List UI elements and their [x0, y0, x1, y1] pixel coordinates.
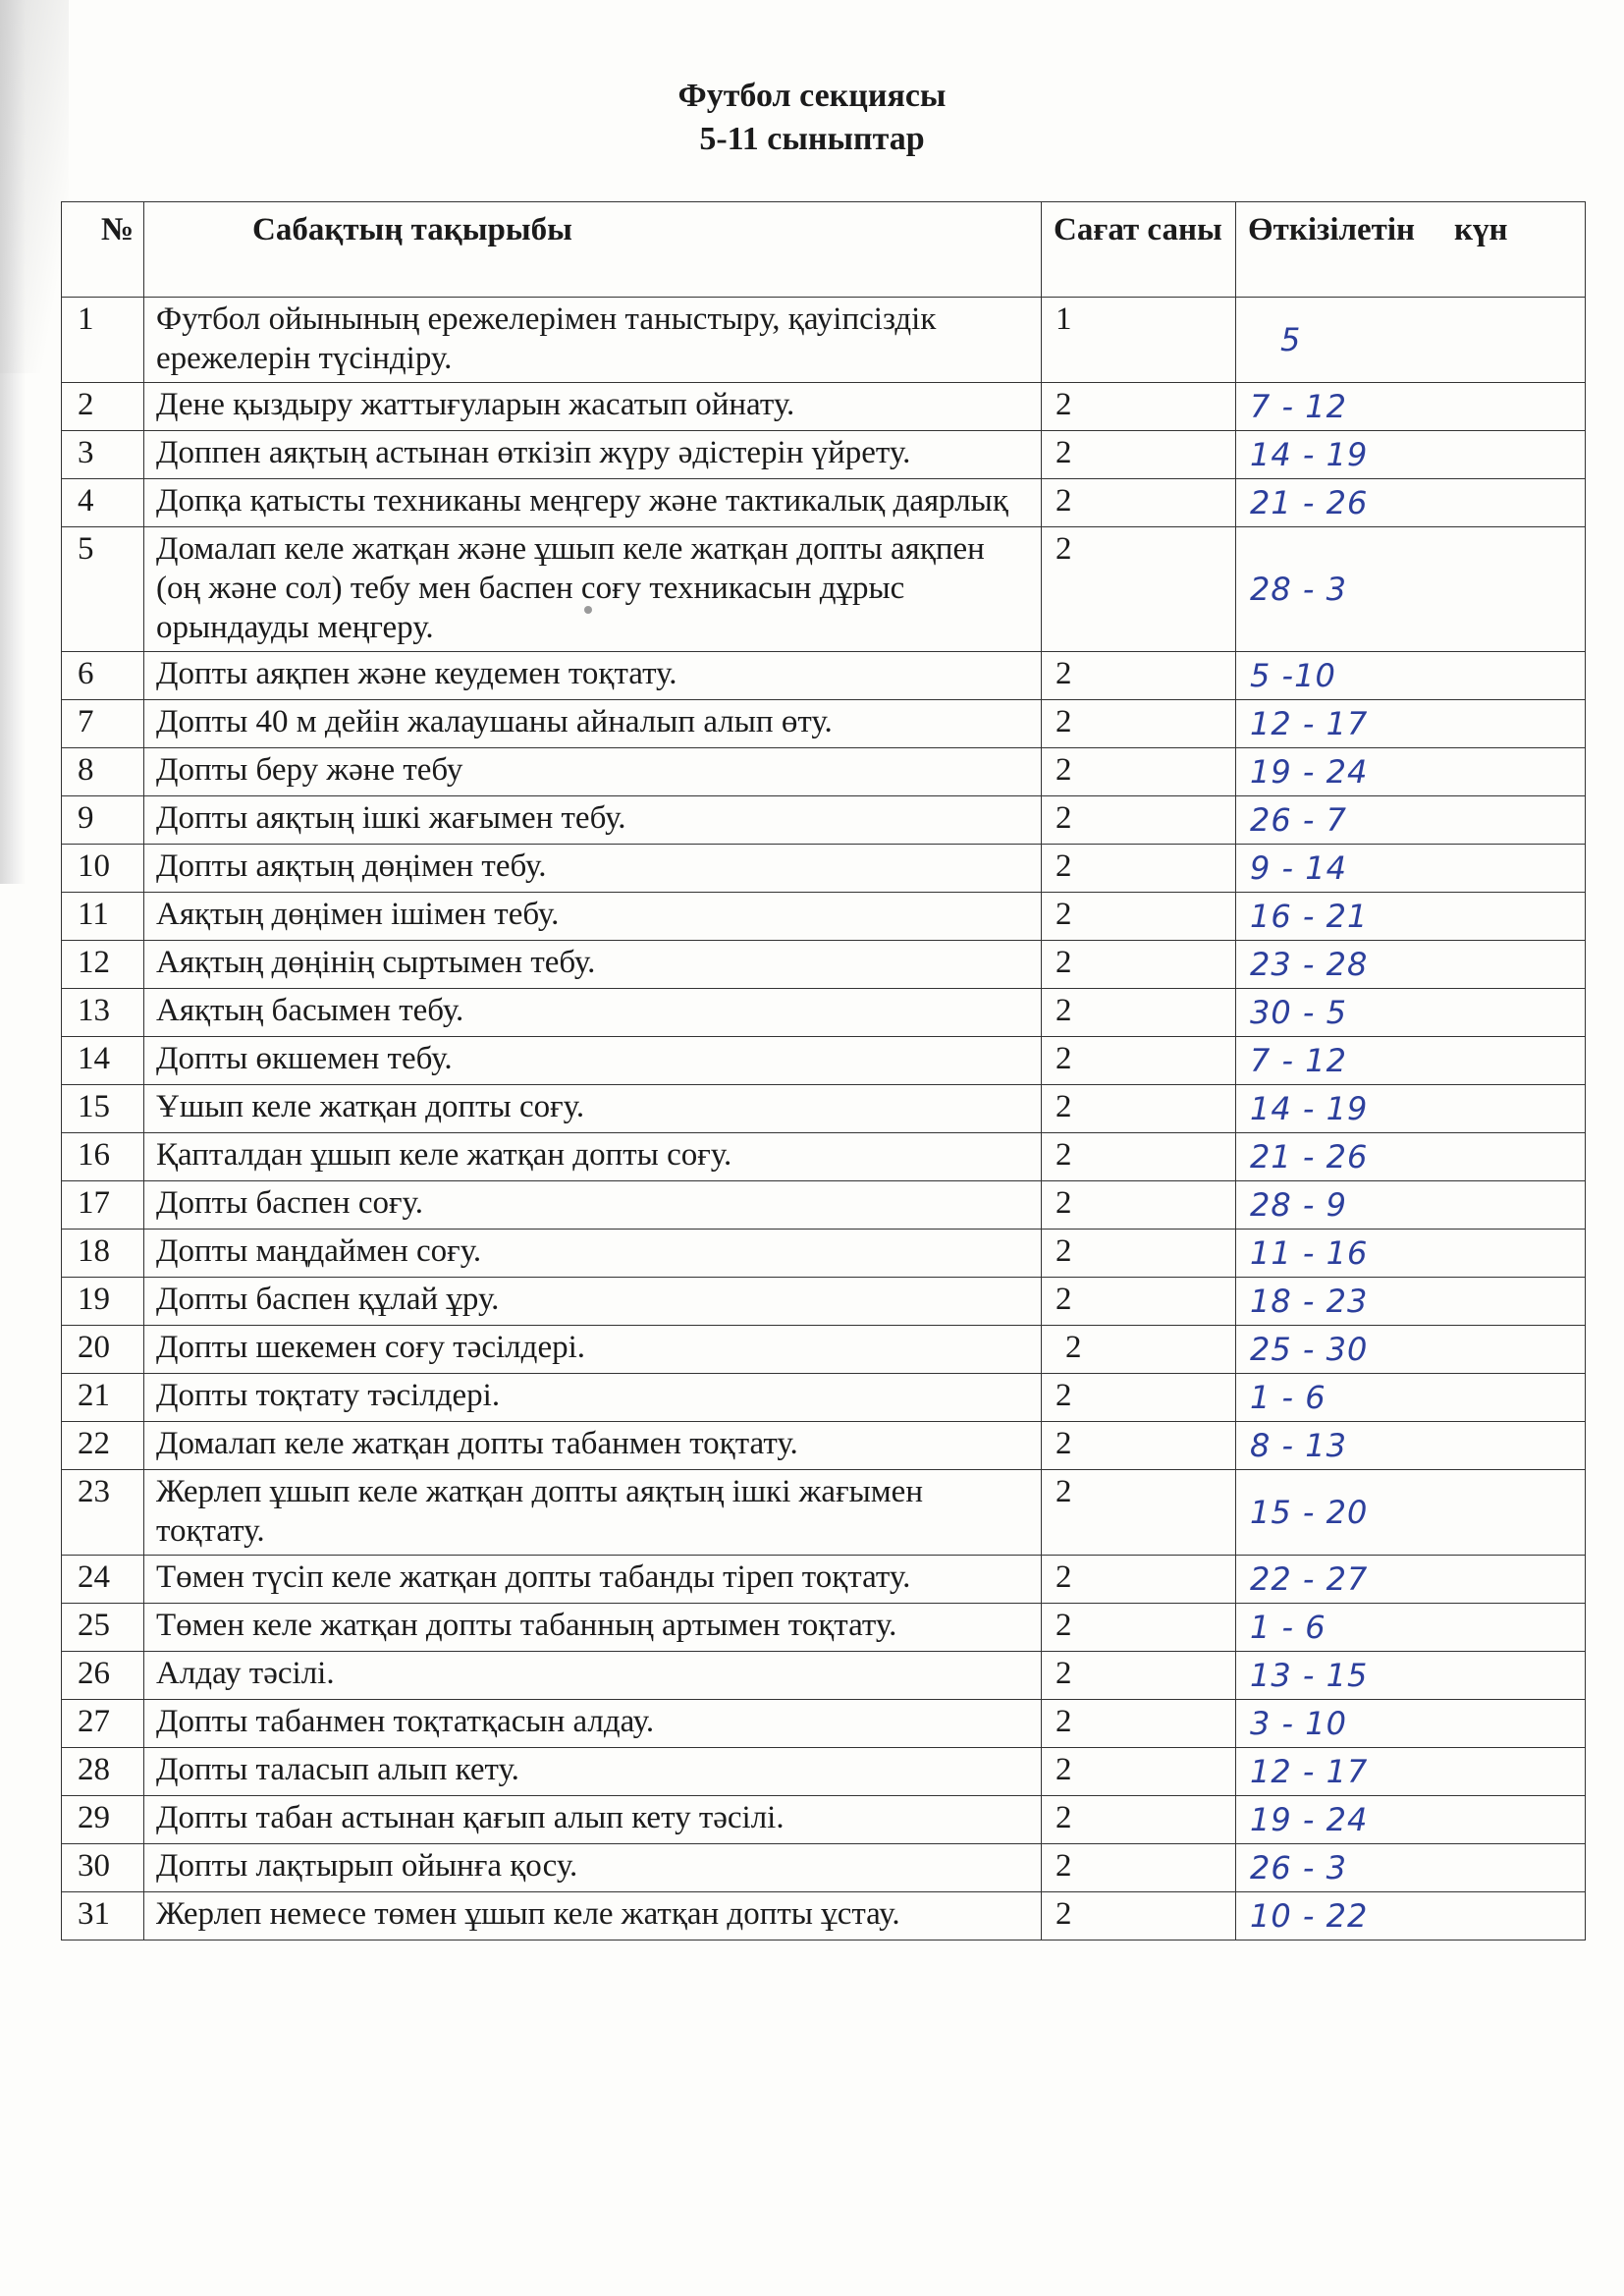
table-row	[62, 383, 1586, 431]
row-hours: 2	[1042, 1556, 1236, 1604]
row-date: 15 - 20	[1236, 1470, 1586, 1556]
row-topic: Допты табан астынан қағып алып кету тәсілі.	[144, 1796, 1042, 1844]
row-date: 23 - 28	[1236, 941, 1586, 989]
row-hours: 2	[1042, 1181, 1236, 1230]
row-hours: 2	[1042, 893, 1236, 941]
row-number: 27	[62, 1700, 144, 1748]
row-number: 12	[62, 941, 144, 989]
row-date: 13 - 15	[1236, 1652, 1586, 1700]
row-hours: 2	[1042, 748, 1236, 796]
row-date: 26 - 3	[1236, 1844, 1586, 1892]
row-number: 8	[62, 748, 144, 796]
row-topic: Допты маңдаймен соғу.	[144, 1230, 1042, 1278]
scan-shadow-corner	[0, 0, 69, 373]
row-date: 7 - 12	[1236, 1037, 1586, 1085]
table-row	[62, 845, 1586, 893]
row-topic: Аяқтың басымен тебу.	[144, 989, 1042, 1037]
row-topic: Қапталдан ұшып келе жатқан допты соғу.	[144, 1133, 1042, 1181]
row-date: 7 - 12	[1236, 383, 1586, 431]
row-date: 28 - 3	[1236, 527, 1586, 652]
table-row	[62, 1652, 1586, 1700]
row-number: 5	[62, 527, 144, 652]
row-topic: Допты 40 м дейін жалаушаны айналып алып өту.	[144, 700, 1042, 748]
row-topic: Төмен келе жатқан допты табанның артымен тоқтату.	[144, 1604, 1042, 1652]
row-hours: 2	[1042, 652, 1236, 700]
row-number: 2	[62, 383, 144, 431]
row-number: 7	[62, 700, 144, 748]
row-number: 10	[62, 845, 144, 893]
row-topic: Допты аяқпен және кеудемен тоқтату.	[144, 652, 1042, 700]
row-number: 18	[62, 1230, 144, 1278]
row-topic: Допты таласып алып кету.	[144, 1748, 1042, 1796]
row-number: 20	[62, 1326, 144, 1374]
table-row	[62, 1604, 1586, 1652]
schedule-table	[61, 201, 1586, 1941]
row-number: 21	[62, 1374, 144, 1422]
row-date: 12 - 17	[1236, 700, 1586, 748]
row-number: 3	[62, 431, 144, 479]
row-date: 19 - 24	[1236, 1796, 1586, 1844]
table-row	[62, 1037, 1586, 1085]
table-row	[62, 1326, 1586, 1374]
row-hours: 2	[1042, 1844, 1236, 1892]
row-date: 12 - 17	[1236, 1748, 1586, 1796]
document-subtitle: 5-11 сыныптар	[699, 121, 925, 157]
row-number: 11	[62, 893, 144, 941]
row-date: 9 - 14	[1236, 845, 1586, 893]
table-header-row	[62, 202, 1586, 298]
row-topic: Допты беру және тебу	[144, 748, 1042, 796]
row-hours: 2	[1042, 479, 1236, 527]
table-row	[62, 748, 1586, 796]
row-hours: 2	[1042, 700, 1236, 748]
row-topic: Допты табанмен тоқтатқасын алдау.	[144, 1700, 1042, 1748]
row-number: 26	[62, 1652, 144, 1700]
row-date: 11 - 16	[1236, 1230, 1586, 1278]
row-hours: 2	[1042, 1748, 1236, 1796]
row-number: 22	[62, 1422, 144, 1470]
row-date: 30 - 5	[1236, 989, 1586, 1037]
row-hours: 2	[1042, 527, 1236, 652]
row-topic: Жерлеп ұшып келе жатқан допты аяқтың ішкі жағымен тоқтату.	[144, 1470, 1042, 1556]
row-number: 4	[62, 479, 144, 527]
row-topic: Жерлеп немесе төмен ұшып келе жатқан допты ұстау.	[144, 1892, 1042, 1941]
row-date: 26 - 7	[1236, 796, 1586, 845]
row-number: 24	[62, 1556, 144, 1604]
row-topic: Допты баспен соғу.	[144, 1181, 1042, 1230]
row-date: 19 - 24	[1236, 748, 1586, 796]
row-topic: Допты баспен құлай ұру.	[144, 1278, 1042, 1326]
row-hours: 2	[1042, 1278, 1236, 1326]
row-topic: Дене қыздыру жаттығуларын жасатып ойнату.	[144, 383, 1042, 431]
row-date: 8 - 13	[1236, 1422, 1586, 1470]
row-date: 25 - 30	[1236, 1326, 1586, 1374]
row-number: 23	[62, 1470, 144, 1556]
row-date: 3 - 10	[1236, 1700, 1586, 1748]
table-row	[62, 1230, 1586, 1278]
row-date: 21 - 26	[1236, 1133, 1586, 1181]
table-row	[62, 1133, 1586, 1181]
row-number: 31	[62, 1892, 144, 1941]
row-number: 28	[62, 1748, 144, 1796]
row-date: 1 - 6	[1236, 1604, 1586, 1652]
row-number: 14	[62, 1037, 144, 1085]
header-date-word1: Өткізілетін	[1248, 212, 1416, 247]
table-row	[62, 1700, 1586, 1748]
row-hours: 2	[1042, 1604, 1236, 1652]
table-row	[62, 1422, 1586, 1470]
table-row	[62, 431, 1586, 479]
row-date: 18 - 23	[1236, 1278, 1586, 1326]
table-row	[62, 652, 1586, 700]
row-hours: 2	[1042, 1796, 1236, 1844]
row-number: 30	[62, 1844, 144, 1892]
row-number: 15	[62, 1085, 144, 1133]
row-date: 14 - 19	[1236, 431, 1586, 479]
header-topic: Сабақтың тақырыбы	[144, 202, 1042, 298]
row-hours: 2	[1042, 431, 1236, 479]
row-number: 29	[62, 1796, 144, 1844]
table-row	[62, 1085, 1586, 1133]
header-number: №	[62, 202, 144, 298]
row-date: 16 - 21	[1236, 893, 1586, 941]
table-row	[62, 1796, 1586, 1844]
row-topic: Доппен аяқтың астынан өткізіп жүру әдістерін үйрету.	[144, 431, 1042, 479]
table-row	[62, 527, 1586, 652]
row-hours: 2	[1042, 845, 1236, 893]
header-date	[1236, 202, 1586, 298]
row-number: 13	[62, 989, 144, 1037]
row-hours: 2	[1042, 989, 1236, 1037]
table-row	[62, 479, 1586, 527]
row-topic: Аяқтың дөңінің сыртымен тебу.	[144, 941, 1042, 989]
table-row	[62, 298, 1586, 383]
row-date: 14 - 19	[1236, 1085, 1586, 1133]
row-topic: Допты шекемен соғу тәсілдері.	[144, 1326, 1042, 1374]
row-date: 1 - 6	[1236, 1374, 1586, 1422]
row-hours: 2	[1042, 1892, 1236, 1941]
row-hours: 2	[1042, 1374, 1236, 1422]
row-hours: 2	[1042, 1085, 1236, 1133]
document-title: Футбол секциясы	[677, 78, 947, 114]
table-body	[62, 298, 1586, 1941]
row-hours: 2	[1042, 1230, 1236, 1278]
row-number: 16	[62, 1133, 144, 1181]
row-date: 5 -10	[1236, 652, 1586, 700]
row-topic: Ұшып келе жатқан допты соғу.	[144, 1085, 1042, 1133]
table-row	[62, 893, 1586, 941]
row-hours: 2	[1042, 1133, 1236, 1181]
row-topic: Допты лақтырып ойынға қосу.	[144, 1844, 1042, 1892]
header-hours: Сағат саны	[1042, 202, 1236, 298]
row-date: 28 - 9	[1236, 1181, 1586, 1230]
row-topic: Домалап келе жатқан және ұшып келе жатқан допты аяқпен (оң және сол) тебу мен баспен соғу техникасын дұрыс орындауды меңгеру.	[144, 527, 1042, 652]
row-topic: Допты аяқтың ішкі жағымен тебу.	[144, 796, 1042, 845]
table-row	[62, 1748, 1586, 1796]
row-hours: 1	[1042, 298, 1236, 383]
row-topic: Допты өкшемен тебу.	[144, 1037, 1042, 1085]
row-date: 22 - 27	[1236, 1556, 1586, 1604]
row-number: 1	[62, 298, 144, 383]
table-row	[62, 796, 1586, 845]
row-topic: Допқа қатысты техниканы меңгеру және тактикалық даярлық	[144, 479, 1042, 527]
table-row	[62, 1892, 1586, 1941]
row-number: 19	[62, 1278, 144, 1326]
header-date-word2: күн	[1454, 212, 1508, 247]
row-number: 25	[62, 1604, 144, 1652]
row-hours: 2	[1042, 1422, 1236, 1470]
row-date: 21 - 26	[1236, 479, 1586, 527]
row-topic: Аяқтың дөңімен ішімен тебу.	[144, 893, 1042, 941]
row-hours: 2	[1042, 383, 1236, 431]
row-topic: Алдау тәсілі.	[144, 1652, 1042, 1700]
row-hours: 2	[1042, 1652, 1236, 1700]
row-number: 9	[62, 796, 144, 845]
row-topic: Допты тоқтату тәсілдері.	[144, 1374, 1042, 1422]
row-topic: Домалап келе жатқан допты табанмен тоқтату.	[144, 1422, 1042, 1470]
table-row	[62, 1556, 1586, 1604]
table-row	[62, 941, 1586, 989]
row-hours: 2	[1042, 1037, 1236, 1085]
row-number: 17	[62, 1181, 144, 1230]
row-date: 5	[1236, 298, 1586, 383]
row-hours: 2	[1042, 1470, 1236, 1556]
row-topic: Допты аяқтың дөңімен тебу.	[144, 845, 1042, 893]
row-topic: Төмен түсіп келе жатқан допты табанды тіреп тоқтату.	[144, 1556, 1042, 1604]
row-number: 6	[62, 652, 144, 700]
row-hours: 2	[1042, 941, 1236, 989]
row-hours: 2	[1042, 1326, 1236, 1374]
table-row	[62, 1470, 1586, 1556]
table-row	[62, 700, 1586, 748]
row-topic: Футбол ойынының ережелерімен таныстыру, қауіпсіздік ережелерін түсіндіру.	[144, 298, 1042, 383]
table-row	[62, 1181, 1586, 1230]
row-hours: 2	[1042, 796, 1236, 845]
row-hours: 2	[1042, 1700, 1236, 1748]
table-row	[62, 1278, 1586, 1326]
table-row	[62, 989, 1586, 1037]
table-row	[62, 1844, 1586, 1892]
row-date: 10 - 22	[1236, 1892, 1586, 1941]
table-row	[62, 1374, 1586, 1422]
document-title-block	[0, 75, 1624, 161]
